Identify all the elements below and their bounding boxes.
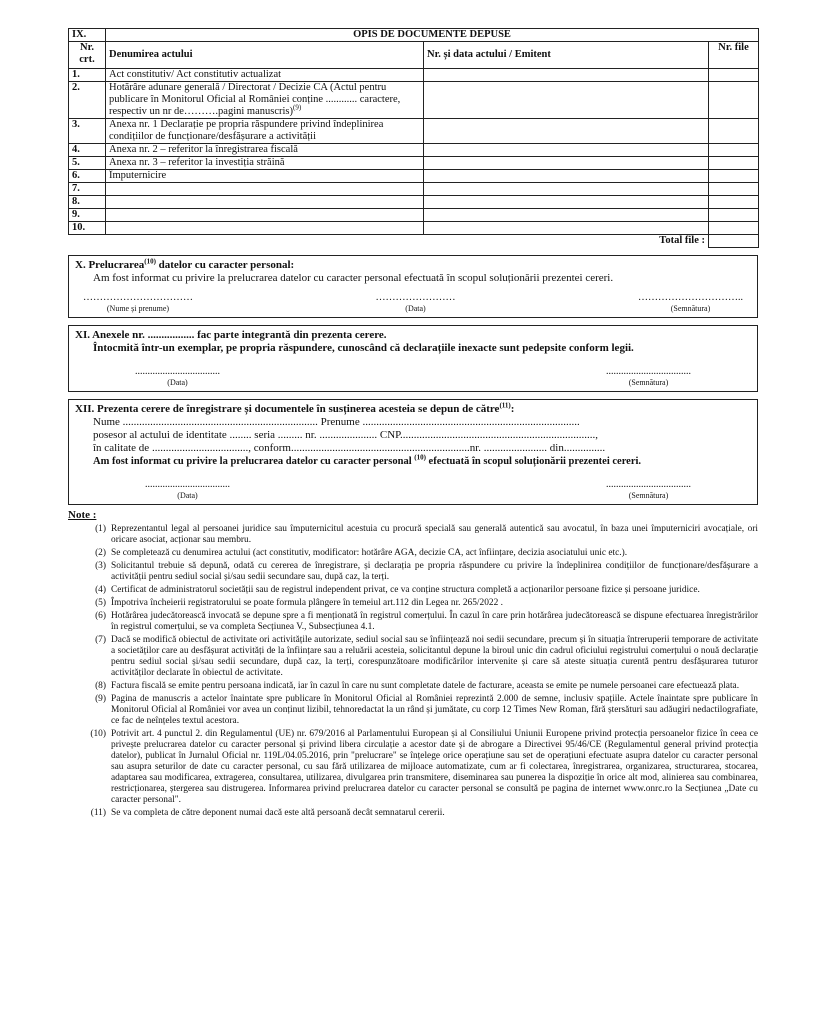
- signature-label: (Semnătura): [628, 490, 669, 500]
- row-document-name: Anexa nr. 3 – referitor la investiția străină: [106, 157, 424, 170]
- personal-data-statement: [75, 455, 751, 468]
- signature-dots: …………………………..: [638, 291, 743, 303]
- signature-row: [75, 291, 751, 313]
- total-files-label: Total file :: [69, 235, 709, 248]
- date-label: (Data): [177, 490, 198, 500]
- column-header-files: Nr. file: [709, 42, 759, 69]
- row-number: 2.: [69, 82, 106, 119]
- note-text: Solicitantul trebuie să depună, odată cu cererea de înregistrare, și declarația pe propria răspundere cu privire la îndeplinirea condițiilor de funcționare/desfășurare a activității pentru sediul social și/sau sedii secundare sau, după caz, la terți.: [111, 560, 758, 582]
- row-files-cell[interactable]: [709, 157, 759, 170]
- footnote-ref: (11): [499, 400, 511, 409]
- row-number: 5.: [69, 157, 106, 170]
- footnote-ref: (10): [414, 453, 426, 461]
- form-page: [68, 28, 758, 819]
- row-number: 7.: [69, 183, 106, 196]
- table-header-row: [69, 42, 759, 69]
- note-text: Certificat de administratorul societății sau de registrul independent privat, ce va conține structura completă a acționarilor persoane fizice și persoane juridice.: [111, 584, 700, 595]
- row-date-cell[interactable]: [424, 183, 709, 196]
- row-date-cell[interactable]: [424, 209, 709, 222]
- date-field[interactable]: [145, 478, 230, 500]
- date-dots: ..................................: [135, 365, 220, 377]
- row-date-cell[interactable]: [424, 170, 709, 183]
- note-text: Reprezentantul legal al persoanei juridice sau împuternicitul acestuia cu procură specială sau generală autentică sau avocatul, în baza unei împuterniciri avocațiale, ori oricare asociat, acționar sau membru.: [111, 523, 758, 545]
- row-document-name[interactable]: [106, 196, 424, 209]
- personal-data-section: [68, 255, 758, 318]
- depositor-name-line[interactable]: Nume ....................................................................... Prenume ...............................................................................: [93, 415, 580, 428]
- footnote-ref: (9): [293, 103, 302, 112]
- note-item: [68, 694, 758, 727]
- note-item: [68, 635, 758, 679]
- note-number: (3): [95, 560, 106, 571]
- note-number: (8): [95, 680, 106, 691]
- date-dots: ..................................: [145, 478, 230, 490]
- signature-field[interactable]: [606, 365, 691, 387]
- note-number: (2): [95, 547, 106, 558]
- name-dots: ……………………………: [83, 291, 193, 303]
- row-files-cell[interactable]: [709, 196, 759, 209]
- row-number: 1.: [69, 69, 106, 82]
- depositor-section: [68, 399, 758, 505]
- section-title: XI. Anexele nr. ................. fac parte integrantă din prezenta cerere.: [75, 328, 387, 341]
- note-item: [68, 524, 758, 546]
- date-label: (Data): [167, 377, 188, 387]
- table-row: [69, 222, 759, 235]
- note-number: (6): [95, 610, 106, 621]
- row-files-cell[interactable]: [709, 170, 759, 183]
- section-title-text: datelor cu caracter personal:: [155, 258, 295, 271]
- row-files-cell[interactable]: [709, 144, 759, 157]
- note-item: [68, 808, 758, 819]
- signature-field[interactable]: [606, 478, 691, 500]
- footnote-ref: (10): [144, 256, 156, 265]
- table-row: [69, 119, 759, 144]
- row-document-name[interactable]: [106, 209, 424, 222]
- total-files-cell[interactable]: [709, 235, 759, 248]
- date-field[interactable]: [135, 365, 220, 387]
- statement-text: efectuată în scopul soluționării prezentei cereri.: [425, 455, 642, 467]
- note-text: Se completează cu denumirea actului (act constitutiv, modificator: hotărâre AGA, decizie CA, act înființare, decizia asociatului unic etc.).: [111, 547, 628, 558]
- section-title: [75, 256, 751, 272]
- note-number: (7): [95, 634, 106, 645]
- section-title-text: X. Prelucrarea: [75, 258, 145, 271]
- note-number: (10): [90, 728, 106, 739]
- note-item: [68, 729, 758, 806]
- note-item: [68, 681, 758, 692]
- total-row: [69, 235, 759, 248]
- section-title: OPIS DE DOCUMENTE DEPUSE: [106, 29, 759, 42]
- name-signature-field[interactable]: [83, 291, 193, 313]
- signature-label: (Semnătura): [628, 377, 669, 387]
- note-number: (5): [95, 597, 106, 608]
- note-text: Potrivit art. 4 punctul 2. din Regulamentul (UE) nr. 679/2016 al Parlamentului European și al Consiliului Uniunii Europene privind protecția persoanelor fizice în ceea ce privește prelucrarea datelor cu caracter personal și privind libera circulație a acestor date și de abrogare a Directivei 95/46/CE (Regulamentul general privind protecția datelor), publicat în Jurnalul Oficial nr. 119L/04.05.2016, prin "prelucrare" se înțelege orice operațiune sau set de operațiuni efectuate asupra datelor cu caracter personal sau asupra seturilor de date cu caracter personal, cu sau fără utilizarea de mijloace automatizate, cum ar fi colectarea, înregistrarea, organizarea, structurarea, stocarea, adaptarea sau modificarea, extragerea, consultarea, utilizarea, divulgarea prin transmitere, diseminarea sau punerea la dispoziție în orice alt mod, alinierea sau combinarea, restricționarea, ștergerea sau distrugerea. Informarea privind prelucrarea datelor cu caracter personal se consultă pe pagina de internet www.onrc.ro la Secțiunea „Date cu caracter personal".: [111, 728, 758, 805]
- signature-row: [75, 478, 751, 500]
- notes-title: Note :: [68, 508, 97, 521]
- section-number: IX.: [69, 29, 106, 42]
- row-date-cell[interactable]: [424, 69, 709, 82]
- row-number: 4.: [69, 144, 106, 157]
- statement-text: Am fost informat cu privire la prelucrarea datelor cu caracter personal: [93, 455, 415, 467]
- column-header-date: Nr. și data actului / Emitent: [424, 42, 709, 69]
- note-number: (1): [95, 523, 106, 534]
- note-item: [68, 611, 758, 633]
- note-text: Împotriva încheierii registratorului se poate formula plângere în temeiul art.112 din Legea nr. 265/2022 .: [111, 597, 503, 608]
- signature-dots: ..................................: [606, 365, 691, 377]
- table-title-row: [69, 29, 759, 42]
- row-date-cell[interactable]: [424, 196, 709, 209]
- table-row: [69, 209, 759, 222]
- table-row: [69, 170, 759, 183]
- row-number: 10.: [69, 222, 106, 235]
- section-title: [75, 400, 751, 416]
- row-document-name[interactable]: [106, 222, 424, 235]
- date-dots: ……………………: [375, 291, 456, 303]
- row-number: 8.: [69, 196, 106, 209]
- section-title-text: :: [510, 402, 515, 415]
- row-files-cell[interactable]: [709, 119, 759, 144]
- note-item: [68, 585, 758, 596]
- documents-inventory-table: [68, 28, 759, 248]
- note-text: Hotărârea judecătorească invocată se depune spre a fi menționată în registrul comerțului. În cazul în care prin hotărârea judecătorească se dispune efectuarea înregistrărilor în registrul comerțului, se va completa Secțiunea V., Subsecțiunea 4.1.: [111, 610, 758, 632]
- row-number: 6.: [69, 170, 106, 183]
- note-number: (9): [95, 693, 106, 704]
- name-label: (Nume și prenume): [106, 303, 170, 313]
- table-row: [69, 183, 759, 196]
- note-item: [68, 561, 758, 583]
- date-label: (Data): [405, 303, 426, 313]
- row-date-cell[interactable]: [424, 119, 709, 144]
- notes-list: [68, 524, 758, 819]
- row-files-cell[interactable]: [709, 209, 759, 222]
- row-document-name: Anexa nr. 1 Declarație pe propria răspundere privind îndeplinirea condițiilor de funcționare/desfășurare a activității: [106, 119, 424, 144]
- row-files-cell[interactable]: [709, 222, 759, 235]
- row-files-cell[interactable]: [709, 69, 759, 82]
- signature-field[interactable]: [638, 291, 743, 313]
- note-number: (11): [90, 807, 106, 818]
- row-document-name-text: Hotărâre adunare generală / Directorat / Decizie CA (Actul pentru publicare în Monitorul Oficial al României conține ............ caractere, respectiv un nr de……….pagini manuscris): [109, 82, 401, 117]
- row-number: 9.: [69, 209, 106, 222]
- row-date-cell[interactable]: [424, 144, 709, 157]
- personal-data-statement: Am fost informat cu privire la prelucrarea datelor cu caracter personal efectuată în scopul soluționării prezentei cereri.: [93, 271, 614, 284]
- row-document-name: [106, 82, 424, 119]
- depositor-capacity-line[interactable]: în calitate de ..................................., conform.................................................................nr. ....................... din...............: [93, 441, 606, 454]
- row-files-cell[interactable]: [709, 82, 759, 119]
- row-files-cell[interactable]: [709, 183, 759, 196]
- note-item: [68, 548, 758, 559]
- column-header-nr: Nr. crt.: [69, 42, 106, 69]
- table-row: [69, 196, 759, 209]
- signature-label: (Semnătura): [670, 303, 711, 313]
- row-date-cell[interactable]: [424, 82, 709, 119]
- annexes-section: [68, 325, 758, 392]
- signature-dots: ..................................: [606, 478, 691, 490]
- signature-row: [75, 365, 751, 387]
- table-row: [69, 82, 759, 119]
- note-text: Dacă se modifică obiectul de activitate ori activitățile autorizate, sediul social sau se înființează noi sedii secundare, precum și în situația întreruperii temporare de activitate a societăților care au desfășurat activități de la înființare sau a reluării acesteia, solicitantul depune la biroul unic din cadrul oficiului registrului comerțului o nouă declarație pentru sediul social și/sau sedii secundare, după caz, la terți, corespunzătoare modificărilor intervenite și care să ateste situația curentă pentru desfășurarea tuturor activităților declarate în obiectul de activitate.: [111, 634, 758, 678]
- row-number: 3.: [69, 119, 106, 144]
- note-number: (4): [95, 584, 106, 595]
- table-row: [69, 69, 759, 82]
- row-date-cell[interactable]: [424, 222, 709, 235]
- table-row: [69, 157, 759, 170]
- table-row: [69, 144, 759, 157]
- row-date-cell[interactable]: [424, 157, 709, 170]
- note-item: [68, 598, 758, 609]
- row-document-name: Împuternicire: [106, 170, 424, 183]
- row-document-name: Act constitutiv/ Act constitutiv actualizat: [106, 69, 424, 82]
- depositor-id-line[interactable]: posesor al actului de identitate ........ seria ......... nr. ..................... CNP.......................................................................,: [93, 428, 599, 441]
- column-header-name: Denumirea actului: [106, 42, 424, 69]
- declaration-statement: Întocmită într-un exemplar, pe propria răspundere, cunoscând că declarațiile inexacte sunt pedepsite conform legii.: [93, 341, 634, 354]
- row-document-name[interactable]: [106, 183, 424, 196]
- note-text: Se va completa de către deponent numai dacă este altă persoană decât semnatarul cererii.: [111, 807, 445, 818]
- date-field[interactable]: [376, 291, 456, 313]
- note-text: Factura fiscală se emite pentru persoana indicată, iar în cazul în care nu sunt completate datele de facturare, aceasta se emite pe numele persoanei care efectuează plata.: [111, 680, 740, 691]
- note-text: Pagina de manuscris a actelor înaintate spre publicare în Monitorul Oficial al României reprezintă 2.000 de semne, inclusiv spațiile. Actele înaintate spre publicare în Monitorul Oficial al României vor avea un conținut lizibil, tehnoredactat la un rând și jumătate, cu corp 12 Times New Roman, fără ștersături sau adăugiri nedactilografiate, ce fac de neînțeles textul acestora.: [111, 693, 758, 726]
- row-document-name: Anexa nr. 2 – referitor la înregistrarea fiscală: [106, 144, 424, 157]
- section-title-text: XII. Prezenta cerere de înregistrare și documentele în susținerea acesteia se depun de către: [75, 402, 500, 415]
